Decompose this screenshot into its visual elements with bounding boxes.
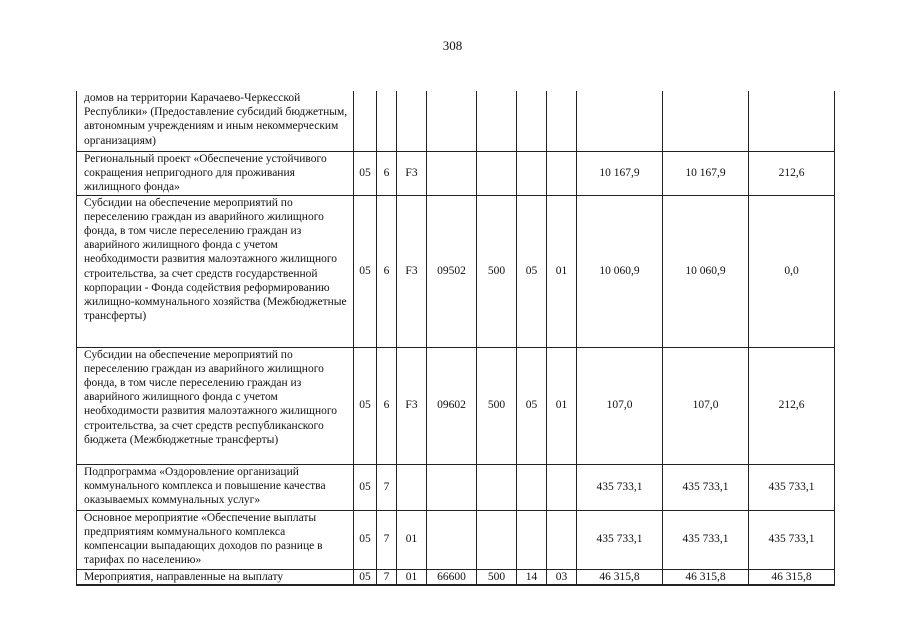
program-code: 01 [397,569,427,585]
chapter-code [517,464,547,510]
amount-3: 435 733,1 [749,510,835,569]
target-code: 66600 [427,569,477,585]
row-description: Мероприятия, направленные на выплату [77,569,354,585]
amount-1: 435 733,1 [577,510,663,569]
section-code: 05 [354,464,377,510]
subsection-code: 7 [377,569,397,585]
row-description: Региональный проект «Обеспечение устойчивого сокращения непригодного для проживания жилищного фонда» [77,151,354,195]
amount-1: 46 315,8 [577,569,663,585]
amount-2: 10 167,9 [663,151,749,195]
amount-1 [577,91,663,151]
subsection-code [377,91,397,151]
table-row [77,195,835,347]
program-code: 01 [397,510,427,569]
table-row [77,510,835,569]
chapter-code [517,91,547,151]
subchapter-code: 01 [547,347,577,464]
program-code: F3 [397,347,427,464]
program-code: F3 [397,151,427,195]
amount-3: 46 315,8 [749,569,835,585]
target-code [427,464,477,510]
subchapter-code [547,151,577,195]
amount-1: 10 167,9 [577,151,663,195]
target-code: 09602 [427,347,477,464]
chapter-code: 05 [517,347,547,464]
amount-3: 435 733,1 [749,464,835,510]
expense-type-code: 500 [477,569,517,585]
target-code [427,151,477,195]
program-code [397,464,427,510]
amount-3: 212,6 [749,347,835,464]
chapter-code: 14 [517,569,547,585]
section-code: 05 [354,347,377,464]
subsection-code: 6 [377,347,397,464]
expense-type-code [477,510,517,569]
section-code: 05 [354,151,377,195]
target-code [427,91,477,151]
target-code [427,510,477,569]
row-description: Субсидии на обеспечение мероприятий по переселению граждан из аварийного жилищного фонда, в том числе переселению граждан из аварийного жилищного фонда с учетом необходимости развития малоэтажного жилищного строительства, за счет средств республиканского бюджета (Межбюджетные трансферты) [77,347,354,464]
amount-1: 107,0 [577,347,663,464]
row-description: домов на территории Карачаево-Черкесской Республики» (Предоставление субсидий бюджетным, автономным учреждениям и иным некоммерческим организациям) [77,91,354,151]
expense-type-code: 500 [477,347,517,464]
subchapter-code: 03 [547,569,577,585]
program-code: F3 [397,195,427,347]
section-code [354,91,377,151]
amount-2: 107,0 [663,347,749,464]
chapter-code: 05 [517,195,547,347]
amount-3 [749,91,835,151]
chapter-code [517,151,547,195]
amount-1: 435 733,1 [577,464,663,510]
row-description: Субсидии на обеспечение мероприятий по переселению граждан из аварийного жилищного фонда, в том числе переселению граждан из аварийного жилищного фонда с учетом необходимости развития малоэтажного жилищного строительства, за счет средств государственной корпорации - Фонда содействия реформированию жилищно-коммунального хозяйства (Межбюджетные трансферты) [77,195,354,347]
target-code: 09502 [427,195,477,347]
subchapter-code [547,464,577,510]
program-code [397,91,427,151]
table-row [77,91,835,151]
amount-2: 435 733,1 [663,464,749,510]
amount-1: 10 060,9 [577,195,663,347]
row-description: Подпрограмма «Оздоровление организаций коммунального комплекса и повышение качества оказываемых коммунальных услуг» [77,464,354,510]
section-code: 05 [354,510,377,569]
expense-type-code: 500 [477,195,517,347]
table-row [77,464,835,510]
subsection-code: 6 [377,195,397,347]
table-row [77,151,835,195]
chapter-code [517,510,547,569]
section-code: 05 [354,569,377,585]
section-code: 05 [354,195,377,347]
budget-table [76,91,835,586]
amount-2: 46 315,8 [663,569,749,585]
subchapter-code [547,510,577,569]
amount-2 [663,91,749,151]
subsection-code: 6 [377,151,397,195]
expense-type-code [477,91,517,151]
subsection-code: 7 [377,510,397,569]
subsection-code: 7 [377,464,397,510]
table-row [77,569,835,585]
amount-2: 435 733,1 [663,510,749,569]
subchapter-code: 01 [547,195,577,347]
table-row [77,347,835,464]
amount-3: 0,0 [749,195,835,347]
row-description: Основное мероприятие «Обеспечение выплаты предприятиям коммунального комплекса компенсации выпадающих доходов по разнице в тарифах по населению» [77,510,354,569]
amount-2: 10 060,9 [663,195,749,347]
expense-type-code [477,151,517,195]
amount-3: 212,6 [749,151,835,195]
subchapter-code [547,91,577,151]
expense-type-code [477,464,517,510]
page-number: 308 [442,38,463,53]
